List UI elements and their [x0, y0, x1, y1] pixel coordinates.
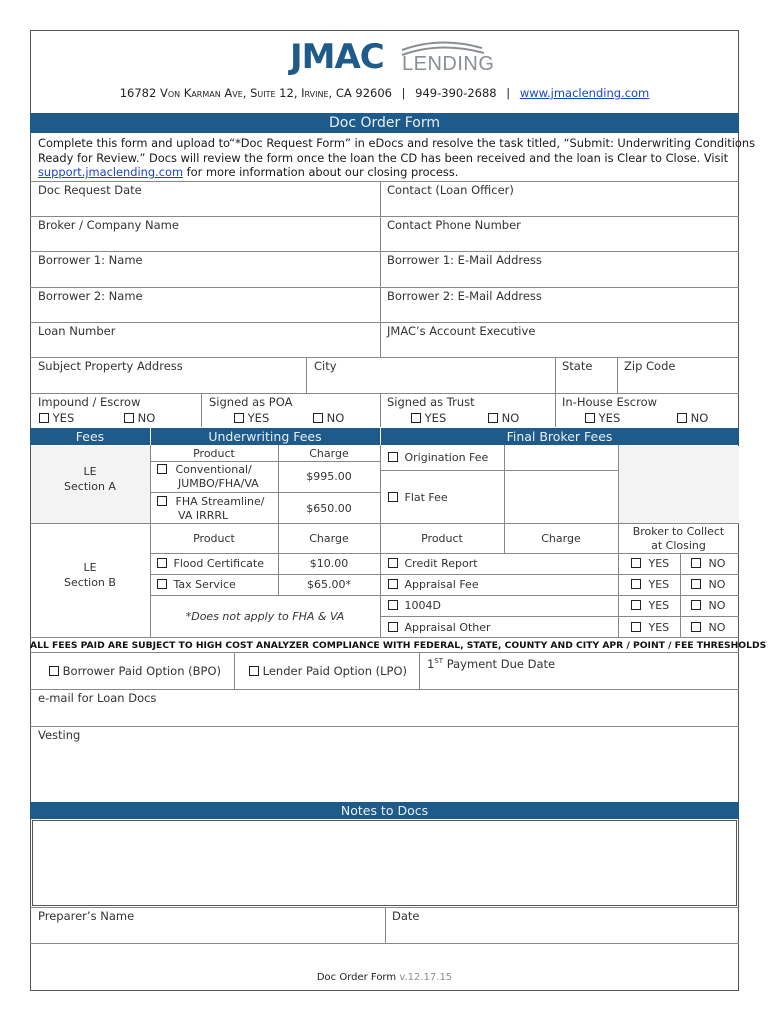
first-payment-number: 1: [427, 656, 435, 671]
website-link[interactable]: www.jmaclending.com: [519, 86, 650, 100]
conventional-line2: JUMBO/FHA/VA: [178, 477, 259, 490]
broker-collect-header: [618, 525, 739, 553]
form-1004d-label: 1004D: [404, 599, 441, 612]
yes-label: YES: [648, 557, 670, 570]
checkbox-icon[interactable]: [691, 622, 701, 632]
credit-report-label: Credit Report: [404, 557, 478, 570]
product-header: Product: [193, 447, 235, 460]
no-label: NO: [708, 578, 726, 591]
le-text: LE: [83, 561, 97, 574]
trust-no-option[interactable]: [488, 411, 519, 425]
no-label: NO: [690, 411, 709, 425]
preparer-name-field[interactable]: Preparer’s Name: [38, 909, 135, 923]
yes-label: YES: [52, 411, 75, 425]
fha-va-note: *Does not apply to FHA & VA: [185, 610, 345, 623]
fha-line1: FHA Streamline/: [175, 495, 265, 508]
poa-no-option[interactable]: [313, 411, 344, 425]
doc-request-date-field[interactable]: Doc Request Date: [38, 183, 142, 197]
yes-label: YES: [424, 411, 447, 425]
checkbox-icon[interactable]: [677, 413, 687, 423]
notes-header: Notes to Docs: [340, 803, 429, 818]
no-label: NO: [137, 411, 156, 425]
no-label: NO: [708, 621, 726, 634]
collect-no-option[interactable]: [691, 557, 725, 571]
origination-fee-option[interactable]: [388, 451, 488, 465]
collect-no-option[interactable]: [691, 621, 725, 635]
collect-yes-option[interactable]: [631, 599, 669, 613]
no-label: NO: [708, 557, 726, 570]
conventional-line1: Conventional/: [175, 463, 252, 476]
checkbox-icon[interactable]: [691, 579, 701, 589]
first-payment-label: Payment Due Date: [443, 656, 556, 671]
intro-line: Complete this form and upload to“*Doc Request Form” in eDocs and resolve the task titled, “Submit: Underwriting Conditions: [38, 136, 756, 150]
form-1004d-option[interactable]: [388, 599, 441, 613]
first-payment-due-field[interactable]: [427, 654, 555, 671]
vesting-field[interactable]: Vesting: [38, 728, 81, 742]
no-label: NO: [501, 411, 520, 425]
checkbox-icon[interactable]: [157, 496, 167, 506]
first-payment-sup: ST: [434, 657, 444, 665]
product-header: Product: [421, 532, 463, 545]
checkbox-icon[interactable]: [157, 464, 167, 474]
state-field[interactable]: State: [562, 359, 593, 373]
account-exec-field[interactable]: JMAC’s Account Executive: [387, 324, 536, 338]
impound-yes-option[interactable]: [39, 411, 74, 425]
appraisal-fee-label: Appraisal Fee: [404, 578, 479, 591]
checkbox-icon[interactable]: [124, 413, 134, 423]
appraisal-other-option[interactable]: [388, 621, 491, 635]
date-field[interactable]: Date: [392, 909, 420, 923]
tax-service-option[interactable]: [157, 578, 236, 592]
inhouse-no-option[interactable]: [677, 411, 708, 425]
borrower1-email-field[interactable]: Borrower 1: E-Mail Address: [387, 253, 542, 267]
yes-label: YES: [648, 578, 670, 591]
checkbox-icon[interactable]: [411, 413, 421, 423]
checkbox-icon[interactable]: [388, 452, 398, 462]
zip-code-field[interactable]: Zip Code: [624, 359, 676, 373]
intro-line: Ready for Review.” Docs will review the form once the loan the CD has been received and the loan is Clear to Close. Visit: [38, 150, 729, 165]
separator: |: [506, 86, 511, 100]
checkbox-icon[interactable]: [313, 413, 323, 423]
le-section-b-label: [30, 560, 150, 590]
jmac-logo: [290, 36, 495, 80]
footer-version: v.12.17.15: [399, 972, 453, 983]
tax-service-label: Tax Service: [173, 578, 236, 591]
origination-fee-label: Origination Fee: [404, 451, 489, 464]
checkbox-icon[interactable]: [488, 413, 498, 423]
collect-yes-option[interactable]: [631, 578, 669, 592]
borrower2-name-field[interactable]: Borrower 2: Name: [38, 289, 143, 303]
fha-streamline-product[interactable]: [157, 495, 277, 523]
notes-textarea[interactable]: [32, 820, 737, 906]
footer-form-name: Doc Order Form: [316, 972, 397, 983]
email-loan-docs-field[interactable]: e-mail for Loan Docs: [38, 691, 157, 705]
notes-header-bar: [30, 802, 739, 819]
signed-trust-label: Signed as Trust: [387, 395, 475, 409]
no-label: NO: [708, 599, 726, 612]
collect-yes-option[interactable]: [631, 557, 669, 571]
section-text: Section B: [64, 576, 116, 589]
section-text: Section A: [64, 480, 116, 493]
inhouse-yes-option[interactable]: [585, 411, 620, 425]
fees-header: Fees: [75, 429, 105, 444]
form-title-bar: [30, 113, 739, 133]
support-link[interactable]: support.jmaclending.com: [38, 165, 184, 179]
yes-label: YES: [247, 411, 270, 425]
checkbox-icon[interactable]: [39, 413, 49, 423]
fha-line2: VA IRRRL: [178, 509, 229, 522]
le-section-a-label: [30, 464, 150, 494]
checkbox-icon[interactable]: [388, 558, 398, 568]
lpo-label: Lender Paid Option (LPO): [262, 664, 408, 678]
broker-company-field[interactable]: Broker / Company Name: [38, 218, 179, 232]
checkbox-icon[interactable]: [631, 622, 641, 632]
charge-header: Charge: [309, 532, 349, 545]
checkbox-icon[interactable]: [388, 600, 398, 610]
signed-poa-label: Signed as POA: [209, 395, 293, 409]
credit-report-option[interactable]: [388, 557, 478, 571]
city-field[interactable]: City: [314, 359, 337, 373]
logo-sub-text: LENDING: [402, 53, 495, 75]
intro-text: [38, 136, 756, 180]
checkbox-icon[interactable]: [691, 558, 701, 568]
logo-main-text: JMAC: [290, 37, 384, 77]
yes-label: YES: [648, 599, 670, 612]
impound-escrow-label: Impound / Escrow: [38, 395, 141, 409]
checkbox-icon[interactable]: [49, 666, 59, 676]
checkbox-icon[interactable]: [388, 492, 398, 502]
checkbox-icon[interactable]: [234, 413, 244, 423]
lpo-option[interactable]: [249, 664, 407, 678]
broker-collect-line2: at Closing: [651, 539, 706, 552]
trust-yes-option[interactable]: [411, 411, 446, 425]
flat-fee-label: Flat Fee: [404, 491, 448, 504]
checkbox-icon[interactable]: [631, 600, 641, 610]
footer: [30, 972, 739, 983]
form-title: Doc Order Form: [329, 115, 440, 131]
flood-cert-label: Flood Certificate: [173, 557, 264, 570]
bpo-label: Borrower Paid Option (BPO): [62, 664, 221, 678]
checkbox-icon[interactable]: [691, 600, 701, 610]
no-label: NO: [326, 411, 345, 425]
tax-charge: $65.00*: [307, 578, 351, 591]
flood-charge: $10.00: [309, 557, 349, 570]
checkbox-icon[interactable]: [631, 579, 641, 589]
bpo-option[interactable]: [49, 664, 221, 678]
le-text: LE: [83, 465, 97, 478]
conventional-product[interactable]: [157, 463, 277, 491]
checkbox-icon[interactable]: [157, 579, 167, 589]
charge-header: Charge: [541, 532, 581, 545]
contact-loan-officer-field[interactable]: Contact (Loan Officer): [387, 183, 514, 197]
yes-label: YES: [598, 411, 621, 425]
charge-header: Charge: [309, 447, 349, 460]
impound-no-option[interactable]: [124, 411, 155, 425]
checkbox-icon[interactable]: [631, 558, 641, 568]
flood-cert-option[interactable]: [157, 557, 264, 571]
checkbox-icon[interactable]: [157, 558, 167, 568]
checkbox-icon[interactable]: [388, 622, 398, 632]
product-header: Product: [193, 532, 235, 545]
poa-yes-option[interactable]: [234, 411, 269, 425]
company-address: 16782 Von Karman Ave, Suite 12, Irvine, CA 92606: [119, 86, 392, 100]
appraisal-fee-option[interactable]: [388, 578, 479, 592]
contact-phone-field[interactable]: Contact Phone Number: [387, 218, 521, 232]
checkbox-icon[interactable]: [249, 666, 259, 676]
header-contact-line: [30, 86, 739, 100]
checkbox-icon[interactable]: [585, 413, 595, 423]
borrower1-name-field[interactable]: Borrower 1: Name: [38, 253, 143, 267]
company-phone: 949-390-2688: [415, 86, 497, 100]
broker-fees-header: Final Broker Fees: [506, 429, 613, 444]
inhouse-escrow-label: In-House Escrow: [562, 395, 658, 409]
appraisal-other-label: Appraisal Other: [404, 621, 491, 634]
flat-fee-option[interactable]: [388, 491, 448, 505]
yes-label: YES: [648, 621, 670, 634]
uw-fees-header: Underwriting Fees: [208, 429, 322, 444]
fha-charge: $650.00: [306, 502, 352, 515]
collect-yes-option[interactable]: [631, 621, 669, 635]
loan-number-field[interactable]: Loan Number: [38, 324, 116, 338]
collect-no-option[interactable]: [691, 599, 725, 613]
collect-no-option[interactable]: [691, 578, 725, 592]
subject-property-field[interactable]: Subject Property Address: [38, 359, 183, 373]
borrower2-email-field[interactable]: Borrower 2: E-Mail Address: [387, 289, 542, 303]
intro-line: [38, 165, 738, 180]
conventional-charge: $995.00: [306, 470, 352, 483]
intro-line-tail: for more information about our closing process.: [183, 165, 459, 179]
checkbox-icon[interactable]: [388, 579, 398, 589]
broker-collect-line1: Broker to Collect: [632, 525, 725, 538]
compliance-notice: ALL FEES PAID ARE SUBJECT TO HIGH COST ANALYZER COMPLIANCE WITH FEDERAL, STATE, COUNTY AND CITY APR / POINT / FEE THRESHOLDS: [30, 640, 767, 651]
separator: |: [401, 86, 406, 100]
